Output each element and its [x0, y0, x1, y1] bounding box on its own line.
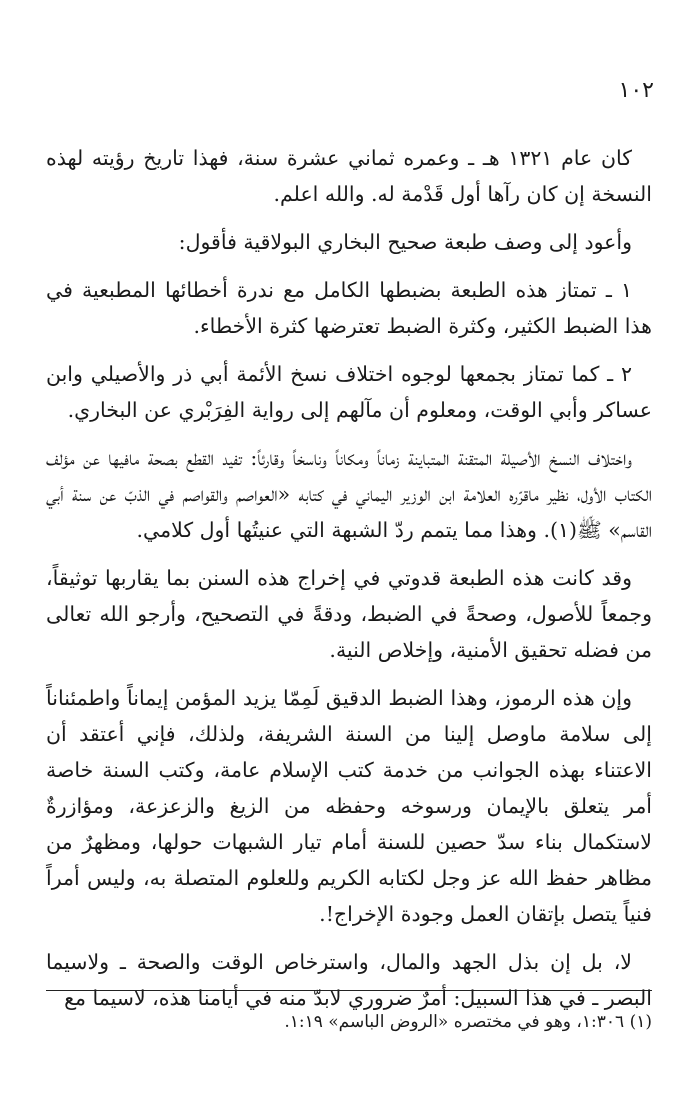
footnote-divider — [46, 990, 652, 991]
body-text — [46, 140, 652, 1028]
paragraph: لا، بل إن بذل الجهد والمال، واسترخاص الوقت والصحة ـ ولاسيما البصر ـ في هذا السبيل: أمرٌ ضروري لابدّ منه في أيامنا هذه، لاسيما مع — [46, 950, 652, 1010]
footnote: (١) ١:٣٠٦، وهو في مختصره «الروض الباسم» ١:١٩. — [284, 1012, 652, 1032]
paragraph: وقد كانت هذه الطبعة قدوتي في إخراج هذه السنن بما يقاربها توثيقاً، وجمعاً للأصول، وصحةً في الضبط، ودقةً في التصحيح، وأرجو الله تعالى من فضله تحقيق الأمنية، وإخلاص النية. — [46, 566, 652, 662]
page-number: ١٠٢ — [618, 78, 654, 103]
paragraph: وإن هذه الرموز، وهذا الضبط الدقيق لَمِمّا يزيد المؤمن إيماناً واطمئناناً إلى سلامة ماوصل إلينا من السنة الشريفة، ولذلك، فإني أعتقد أن الاعتناء بهذه الجوانب من خدمة كتب الإسلام عامة، وكتب السنة خاصة أمر يتعلق بالإيمان ورسوخه وحفظه من الزيغ والزعزعة، ومؤازرةٌ لاستكمال بناء سدّ حصين للسنة أمام تيار الشبهات حولها، ومظهرٌ من مظاهر حفظ الله عز وجل لكتابه الكريم وللعلوم المتصلة به، وليس أمراً فنياً يتصل بإتقان العمل وجودة الإخراج!. — [46, 686, 652, 926]
list-item: ٢ ـ كما تمتاز بجمعها لوجوه اختلاف نسخ الأئمة أبي ذر والأصيلي وابن عساكر وأبي الوقت، ومعلوم أن مآلهم إلى رواية الفِرَبْري عن البخاري. — [46, 362, 652, 422]
paragraph: وأعود إلى وصف طبعة صحيح البخاري البولاقية فأقول: — [178, 230, 632, 254]
paragraph: كان عام ١٣٢١ هـ ـ وعمره ثماني عشرة سنة، فهذا تاريخ رؤيته لهذه النسخة إن كان رآها أول قَدْمة له. والله اعلم. — [46, 146, 652, 206]
paragraph: واختلاف النسخ الأصيلة المتقنة المتباينة زماناً ومكاناً وناسخاً وقارئاً: تفيد القطع بصحة مافيها عن مؤلف الكتاب الأول، نظير ماقرّره العلامة ابن الوزير اليماني في كتابه «العواصم والقواصم في الذبّ عن سنة أبي القاسم» ﷺ(١). وهذا مما يتمم ردّ الشبهة التي عنيتُها أول كلامي. — [46, 446, 652, 542]
list-item: ١ ـ تمتاز هذه الطبعة بضبطها الكامل مع ندرة أخطائها المطبعية في هذا الضبط الكثير، وكثرة الضبط تعترضها كثرة الأخطاء. — [46, 278, 652, 338]
